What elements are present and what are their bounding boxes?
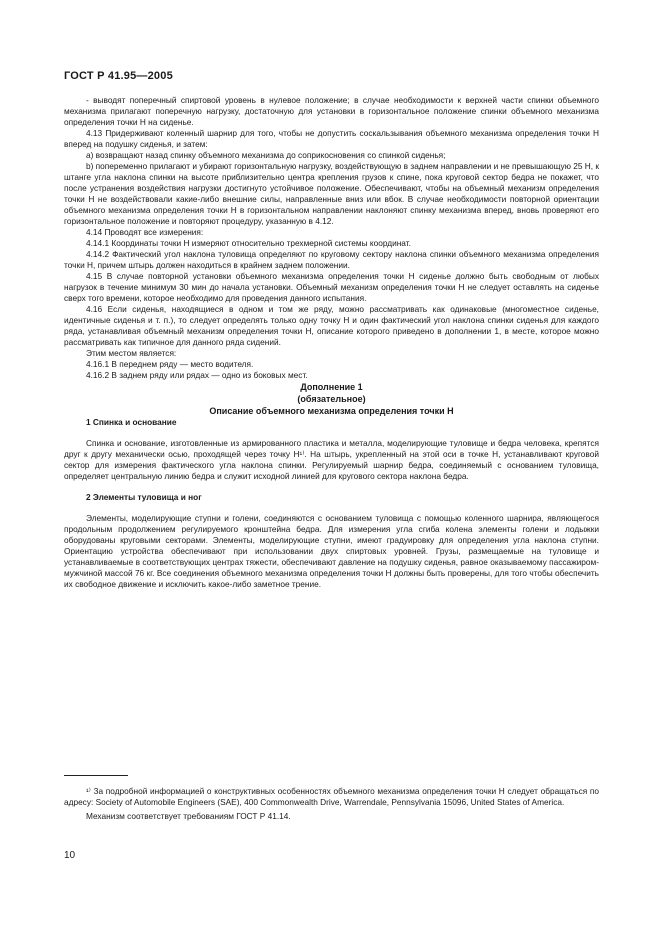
appendix-status: (обязательное)	[297, 394, 366, 404]
paragraph-4-13-b: b) попеременно прилагают и убирают горизонтальную нагрузку, воздействующую в заднем направлении и не превышающую 25 Н, к штанге угла наклона спинки на высоте приблизительно центра крепления грузов к спине, пока круговой сектор бедра не покажет, что после устранения воздействия нагрузки достигнуто устойчивое положение. Обеспечивают, чтобы на объемный механизм определения точки H не воздействовали какие-либо внешние силы, направленные вниз или вбок. В случае необходимости повторной ориентации объемного механизма определения точки H в горизонтальном направлении наклоняют спинку механизма вперед, вновь проверяют его горизонтальное положение и повторяют процедуру, указанную в 4.12.	[64, 161, 599, 226]
section-2-heading: 2 Элементы туловища и ног	[86, 492, 202, 502]
paragraph-4-15: 4.15 В случае повторной установки объемного механизма определения точки H сиденье должно быть свободным от любых нагрузок в течение минимум 30 мин до начала установки. Объемный механизм определения точки H не следует оставлять на сиденье сверх того времени, которое необходимо для проведения данного испытания.	[64, 271, 599, 303]
paragraph-4-16-1: 4.16.1 В переднем ряду — место водителя.	[86, 359, 254, 369]
footnote-divider	[64, 775, 128, 776]
paragraph: - выводят поперечный спиртовой уровень в нулевое положение; в случае необходимости к верхней части спинки объемного механизма прилагают поперечную нагрузку, достаточную для установки в горизонтальное положение спинки объемного механизма определения точки H на сиденье.	[64, 95, 599, 127]
paragraph-4-14: 4.14 Проводят все измерения:	[86, 227, 204, 237]
paragraph-4-14-1: 4.14.1 Координаты точки H измеряют относительно трехмерной системы координат.	[86, 238, 411, 248]
page-number: 10	[64, 850, 76, 861]
paragraph-4-14-2: 4.14.2 Фактический угол наклона туловища определяют по круговому сектору наклона спинки объемного механизма определения точки H, причем штырь должен находиться в крайнем заднем положении.	[64, 249, 599, 270]
section-2-text: Элементы, моделирующие ступни и голени, соединяются с основанием туловища с помощью коленного шарнира, являющегося продольным продолжением регулируемого кронштейна бедра. Для измерения угла сгиба колена элементы голени и лодыжки оборудованы круговыми секторами. Элементы, моделирующие ступни, имеют градуировку для определения угла наклона ступни. Ориентацию устройства обеспечивают при использовании двух спиртовых уровней. Грузы, размещаемые на туловище и устанавливаемые в соответствующих центрах тяжести, обеспечивают давление на подушку сиденья, равное оказываемому пассажиром-мужчиной массой 76 кг. Все соединения объемного механизма определения точки H должны быть проверены, для того чтобы обеспечить их свободное движение и исключить какое-либо заметное трение.	[64, 513, 599, 589]
footnote-text: ¹⁾ За подробной информацией о конструктивных особенностях объемного механизма определения точки H следует обращаться по адресу: Society of Automobile Engineers (SAE), 400 Commonwealth Drive, Warrendale, Pennsylvania 15096, United States of America.	[64, 786, 599, 807]
paragraph-4-16-2: 4.16.2 В заднем ряду или рядах — одно из боковых мест.	[86, 370, 308, 380]
paragraph-4-16: 4.16 Если сиденья, находящиеся в одном и том же ряду, можно рассматривать как одинаковые (многоместное сиденье, идентичные сиденья и т. п.), то следует определять только одну точку H и один фактический угол наклона спинки сиденья для каждого ряда, устанавливая объемный механизм определения точки H, описание которого приведено в дополнении 1, в месте, которое можно рассматривать как типичное для данного ряда сидений.	[64, 304, 599, 347]
document-body	[64, 95, 599, 590]
footnote-note: Механизм соответствует требованиям ГОСТ Р 41.14.	[86, 811, 291, 821]
appendix-label: Дополнение 1	[300, 382, 363, 392]
appendix-title: Описание объемного механизма определения точки H	[209, 406, 454, 416]
standard-header: ГОСТ Р 41.95—2005	[64, 70, 173, 82]
footnote	[64, 786, 599, 822]
paragraph-4-13: 4.13 Придерживают коленный шарнир для того, чтобы не допустить соскальзывания объемного механизма определения точки H вперед на подушку сиденья, и затем:	[64, 128, 599, 149]
section-1-heading: 1 Спинка и основание	[86, 417, 177, 427]
paragraph-location: Этим местом является:	[86, 348, 177, 358]
paragraph-4-13-a: а) возвращают назад спинку объемного механизма до соприкосновения со спинкой сиденья;	[86, 150, 446, 160]
section-1-text: Спинка и основание, изготовленные из армированного пластика и металла, моделирующие туловище и бедра человека, крепятся друг к другу механически осью, проходящей через точку H¹⁾. На штырь, укрепленный на этой оси в точке H, устанавливают круговой сектор для измерения фактического угла наклона спинки. Регулируемый шарнир бедра, соединяемый с основанием туловища, определяет центральную линию бедра и служит исходной линией для кругового сектора наклона бедра.	[64, 438, 599, 481]
